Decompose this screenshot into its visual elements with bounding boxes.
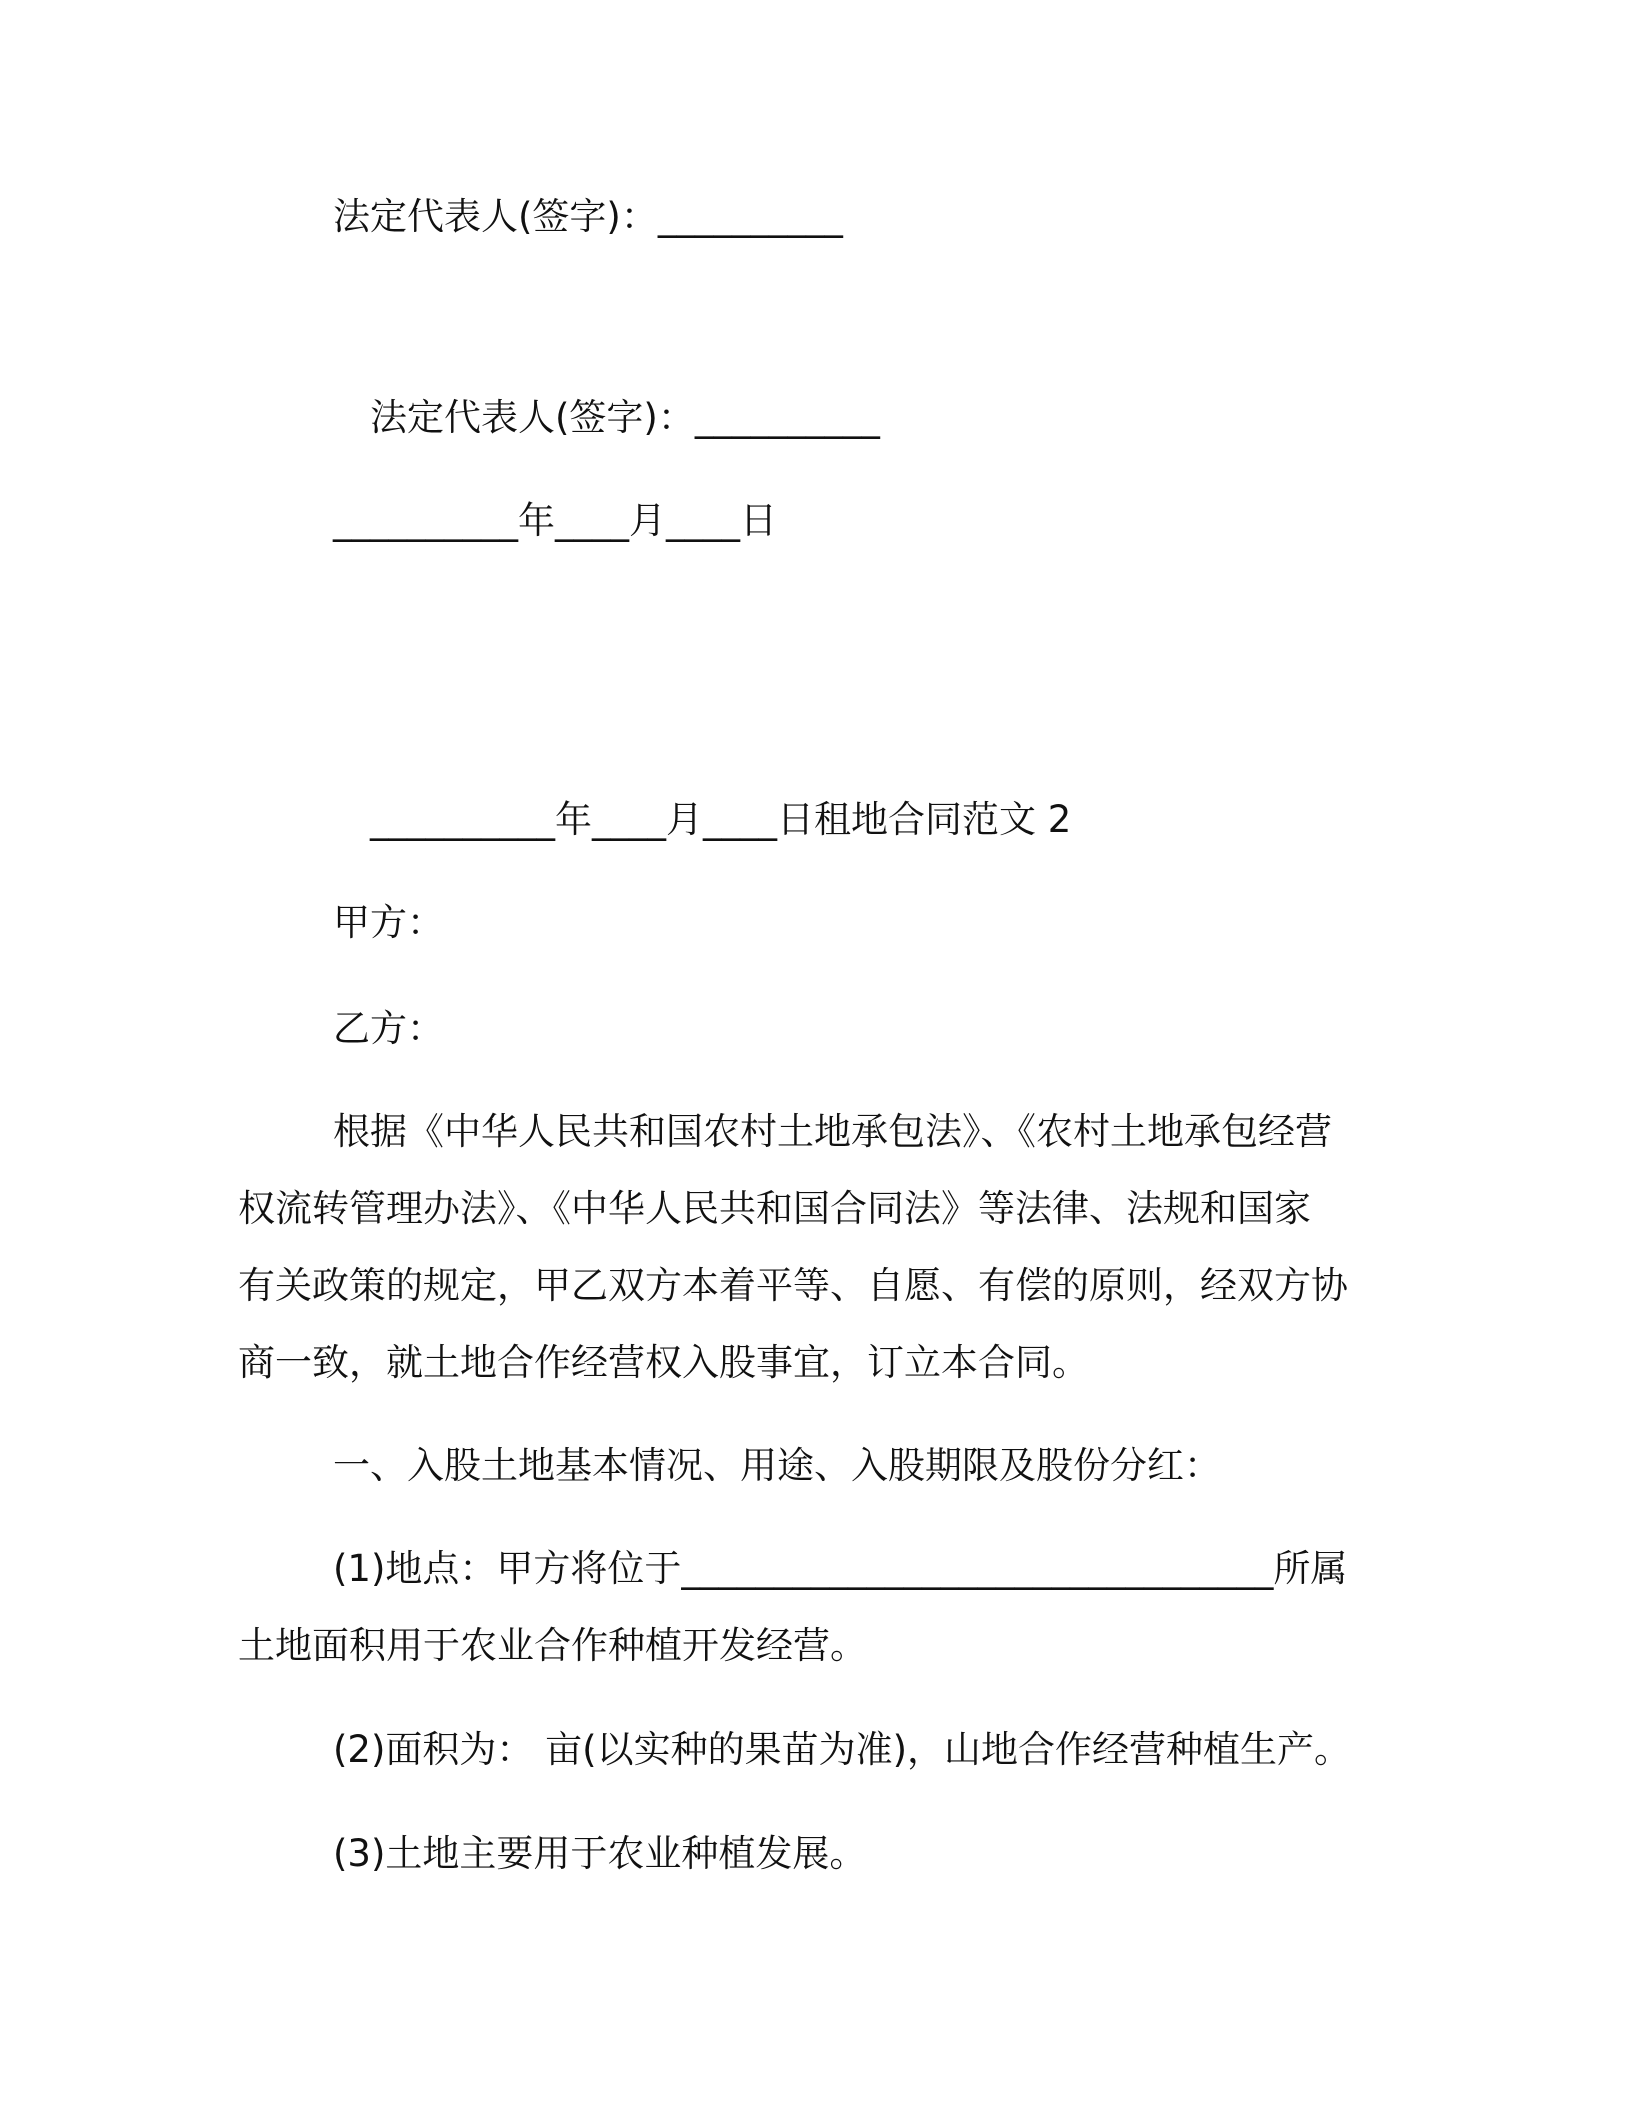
party-b-label: 乙方： [333, 1007, 444, 1050]
date-line: __________年____月____日 [333, 499, 777, 542]
intro-paragraph-line-4: 商一致，就土地合作经营权入股事宜，订立本合同。 [238, 1341, 1089, 1384]
item-1-line-1: (1)地点：甲方将位于________________________________所属 [333, 1547, 1348, 1590]
section-1-heading: 一、入股土地基本情况、用途、入股期限及股份分红： [333, 1444, 1221, 1487]
intro-paragraph-line-3: 有关政策的规定，甲乙双方本着平等、自愿、有偿的原则，经双方协 [238, 1264, 1348, 1307]
item-2: (2)面积为： 亩(以实种的果苗为准)，山地合作经营种植生产。 [333, 1728, 1352, 1771]
signature-line-1: 法定代表人(签字)：__________ [333, 195, 843, 238]
party-a-label: 甲方： [333, 901, 444, 944]
intro-paragraph-line-2: 权流转管理办法》、《中华人民共和国合同法》等法律、法规和国家 [238, 1187, 1311, 1230]
intro-paragraph-line-1: 根据《中华人民共和国农村土地承包法》、《农村土地承包经营 [333, 1110, 1332, 1153]
item-3: (3)土地主要用于农业种植发展。 [333, 1832, 867, 1875]
contract-title: __________年____月____日租地合同范文 2 [370, 798, 1072, 841]
signature-line-2: 法定代表人(签字)：__________ [370, 396, 880, 439]
item-1-line-2: 土地面积用于农业合作种植开发经营。 [238, 1624, 867, 1667]
